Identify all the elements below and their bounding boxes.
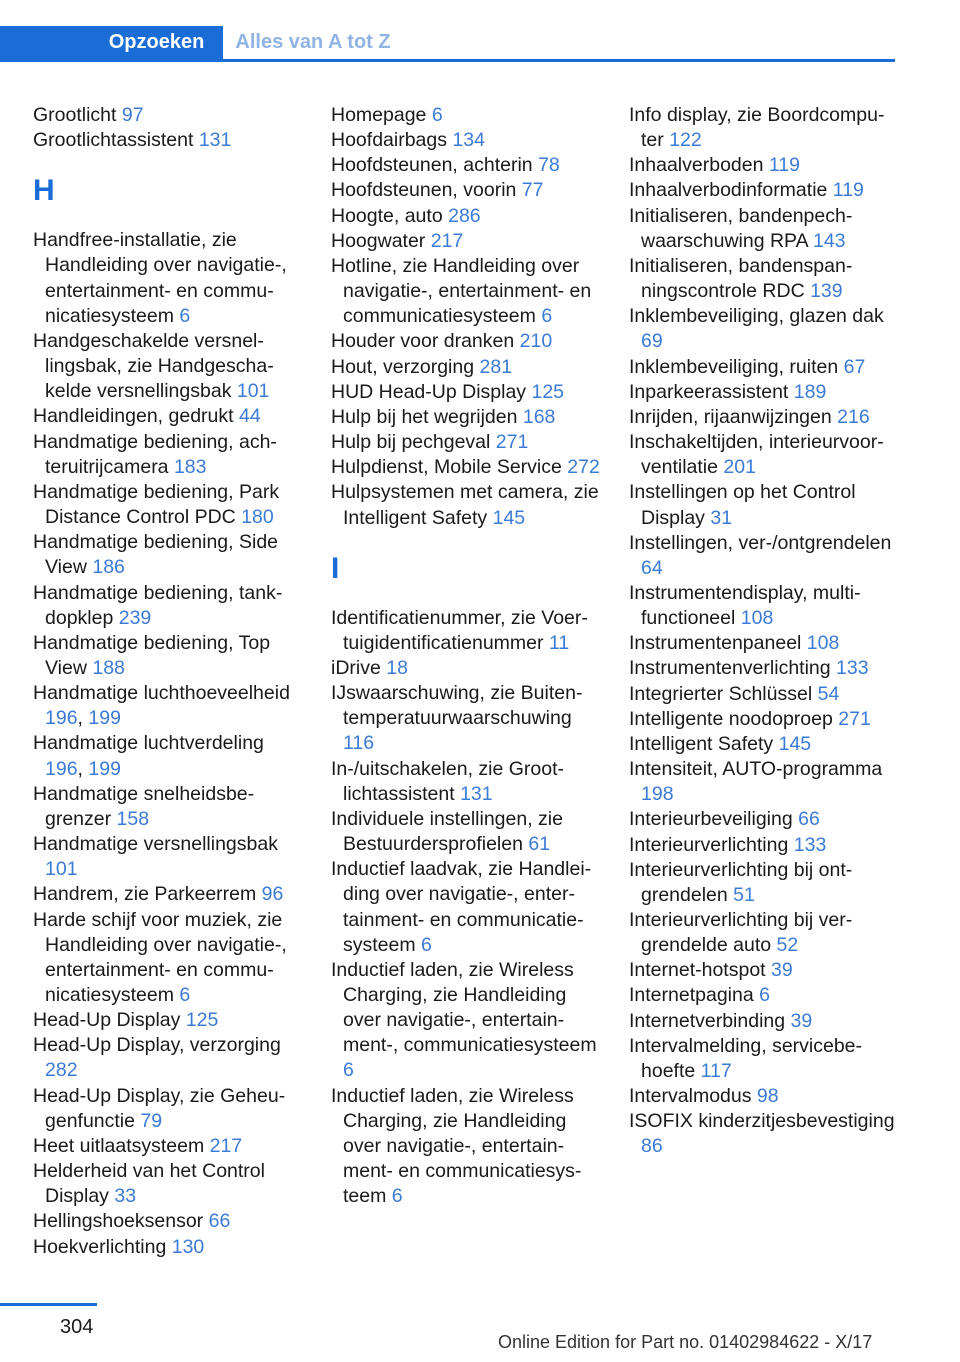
index-entry: [331, 757, 601, 807]
index-entry-text: Head-Up Display, verzorging: [33, 1034, 281, 1057]
index-entry: [331, 1084, 601, 1210]
page-reference-link[interactable]: 216: [837, 405, 870, 428]
page-reference-link[interactable]: 66: [208, 1210, 231, 1233]
index-entry: [629, 304, 899, 354]
index-entry-text: Inductief laden, zie Wireless Charging, zie Handleiding over navigatie-, entertainment- en communicatiesysteem: [331, 1084, 582, 1208]
index-entry-text: Hoofdsteunen, achterin: [331, 154, 539, 177]
index-entry: [33, 329, 303, 404]
index-entry: [629, 1084, 899, 1109]
index-entry: [33, 1084, 303, 1134]
page-reference-link[interactable]: 6: [541, 305, 553, 328]
index-entry: [629, 254, 899, 304]
index-entry-text: ISOFIX kinderzitjesbevestiging: [629, 1110, 895, 1133]
index-entry: [331, 455, 601, 480]
page-reference-link[interactable]: 97: [121, 104, 144, 126]
page-reference-link[interactable]: 272: [567, 456, 600, 479]
page-reference-link[interactable]: 39: [771, 959, 793, 982]
index-entry-text: Handrem, zie Parkeerrem: [33, 883, 262, 906]
page-reference-link[interactable]: 52: [776, 934, 799, 957]
index-entry-text: iDrive: [331, 656, 387, 679]
index-entry-text: Head-Up Display, zie Geheugenfunctie: [33, 1084, 286, 1132]
index-entry: [629, 153, 899, 178]
index-entry: [629, 405, 899, 430]
index-column-2: [331, 103, 601, 1209]
index-entry-text: Intelligent Safety: [629, 732, 779, 755]
index-entry: [629, 204, 899, 254]
page-reference-link[interactable]: 69: [641, 330, 663, 353]
index-entry: [629, 1009, 899, 1034]
index-entry-text: Inrijden, rijaanwijzingen: [629, 405, 838, 428]
index-entry: [331, 857, 601, 958]
index-entry-text: Initialiseren, bandenpechwaarschuwing RPA: [629, 204, 853, 252]
index-entry: [629, 757, 899, 807]
index-entry-text: Handmatige bediening, achteruitrijcamera: [33, 430, 277, 478]
index-entry: [629, 531, 899, 581]
page-reference-link[interactable]: 6: [179, 984, 191, 1006]
page-reference-link[interactable]: 39: [790, 1009, 813, 1032]
index-entry: [629, 983, 899, 1008]
page-reference-link[interactable]: 101: [236, 380, 270, 403]
index-entry-text: Hoofdairbags: [331, 129, 453, 152]
index-entry-text: Hoofdsteunen, voorin: [331, 179, 522, 202]
page-reference-link[interactable]: 11: [548, 631, 570, 654]
page-reference-link[interactable]: 134: [452, 129, 485, 152]
page-reference-link[interactable]: 67: [843, 355, 866, 378]
index-entry: [629, 958, 899, 983]
index-entry-text: Interieurverlichting: [629, 833, 794, 856]
index-column-1: [33, 103, 303, 1260]
index-entry: [629, 682, 899, 707]
index-entry-text: Handmatige snelheidsbegrenzer: [33, 782, 255, 830]
index-entry: [33, 128, 303, 153]
page-reference-link[interactable]: 6: [179, 304, 191, 327]
index-entry-text: Handleidingen, gedrukt: [33, 405, 239, 428]
header-divider: [0, 59, 895, 62]
page-reference-link[interactable]: 117: [700, 1059, 732, 1082]
page-reference-link[interactable]: 6: [431, 104, 443, 126]
page-reference-link[interactable]: 18: [386, 656, 408, 679]
page-reference-link[interactable]: 122: [669, 129, 702, 152]
index-entry-text: Internet-hotspot: [629, 959, 772, 982]
index-entry-text: Inschakeltijden, interieurvoorventilatie: [629, 431, 884, 479]
page-reference-link[interactable]: 286: [448, 204, 481, 227]
index-entry: [33, 581, 303, 631]
tab-alles-van-a-tot-z[interactable]: Alles van A tot Z: [235, 31, 391, 53]
index-entry-text: Inklembeveiliging, ruiten: [629, 355, 844, 378]
index-entry: [331, 480, 601, 530]
page-reference-link[interactable]: 158: [116, 807, 150, 830]
index-entry-text: Identificatienummer, zie Voertuigidentificatienummer: [331, 606, 588, 654]
page-reference-link[interactable]: 78: [538, 154, 560, 177]
page-reference-link[interactable]: 86: [641, 1135, 663, 1158]
page-reference-link[interactable]: 199: [88, 757, 121, 780]
page-reference-link[interactable]: 116: [343, 732, 375, 755]
index-entry-text: Handmatige luchtverdeling: [33, 732, 264, 755]
index-entry-text: Intelligente noodoproep: [629, 707, 839, 730]
index-entry-text: Inparkeerassistent: [629, 380, 794, 403]
index-entry: [629, 656, 899, 681]
index-entry-text: Internetpagina: [629, 984, 760, 1007]
index-entry: [629, 430, 899, 480]
page-reference-link[interactable]: 131: [198, 129, 232, 152]
page-reference-link[interactable]: 271: [838, 707, 871, 730]
page-reference-link[interactable]: 77: [521, 179, 544, 202]
index-entry: [629, 355, 899, 380]
index-entry: [629, 732, 899, 757]
index-entry-text: Intervalmodus: [629, 1085, 757, 1108]
footer-edition: Online Edition for Part no. 01402984622 - X/17: [498, 1332, 873, 1352]
index-entry: [33, 882, 303, 907]
index-entry: [33, 908, 303, 1009]
index-entry: [331, 329, 601, 354]
index-entry: [629, 631, 899, 656]
index-entry-text: Intensiteit, AUTO-programma: [629, 758, 883, 781]
index-entry-text: Hellingshoeksensor: [33, 1210, 209, 1233]
index-letter-heading: I: [331, 551, 340, 585]
index-entry-text: Interieurverlichting bij vergrendelde auto: [629, 909, 853, 957]
page-reference-link[interactable]: 33: [114, 1185, 137, 1208]
index-entry: [33, 832, 303, 882]
index-entry-text: Grootlicht: [33, 104, 122, 126]
index-entry-text: Harde schijf voor muziek, zie Handleiding over navigatie-, entertainment- en communicatiesysteem: [33, 908, 287, 1006]
page-reference-link[interactable]: 96: [261, 883, 284, 906]
page-reference-link[interactable]: 217: [430, 229, 464, 252]
index-entry: [629, 1034, 899, 1084]
index-entry-text: Integrierter Schlüssel: [629, 682, 818, 705]
index-entry-text: Individuele instellingen, zie Bestuurdersprofielen: [331, 807, 563, 856]
page-reference-link[interactable]: 133: [793, 833, 827, 856]
index-entry: [331, 380, 601, 405]
page-reference-link[interactable]: 143: [812, 229, 846, 252]
index-entry: [629, 1109, 899, 1159]
index-entry: [33, 1033, 303, 1083]
page-reference-link[interactable]: 180: [241, 506, 274, 529]
index-entry-text: Houder voor dranken: [331, 330, 520, 353]
index-entry-text: IJswaarschuwing, zie Buitentemperatuurwaarschuwing: [331, 682, 583, 730]
index-entry-text: Hulp bij het wegrijden: [331, 405, 523, 428]
page-reference-link[interactable]: 131: [460, 782, 493, 805]
page-reference-link[interactable]: 133: [836, 657, 869, 680]
index-entry-text: Hulpdienst, Mobile Service: [331, 456, 568, 479]
tab-opzoeken[interactable]: Opzoeken: [0, 26, 223, 59]
index-entry: [331, 103, 601, 128]
index-entry-text: Instrumentenpaneel: [629, 632, 807, 655]
index-entry-text: Handfree-installatie, zie Handleiding over navigatie-, entertainment- en communicatiesysteem: [33, 229, 287, 327]
index-entry-text: In-/uitschakelen, zie Grootlichtassistent: [331, 757, 565, 805]
index-entry: [331, 606, 601, 656]
index-entry: [629, 380, 899, 405]
page-reference-link[interactable]: 189: [793, 380, 827, 403]
index-entry: [33, 103, 303, 128]
index-entry-text: Hoogwater: [331, 229, 431, 252]
index-entry-text: Instrumentenverlichting: [629, 657, 837, 680]
index-entry-text: Hulp bij pechgeval: [331, 431, 496, 454]
page-reference-link[interactable]: 145: [492, 506, 526, 529]
index-entry-text: Inhaalverbodinformatie: [629, 179, 833, 202]
index-entry-text: Helderheid van het Control Display: [33, 1160, 265, 1208]
page-reference-link[interactable]: 51: [733, 883, 755, 906]
index-entry: [331, 430, 601, 455]
page-reference-link[interactable]: 201: [723, 456, 756, 479]
index-entry: [629, 103, 899, 153]
index-entry: [33, 1159, 303, 1209]
index-entry: [33, 1008, 303, 1033]
page-reference-link[interactable]: 198: [641, 783, 674, 806]
index-entry: [629, 833, 899, 858]
page-reference-link[interactable]: 130: [171, 1235, 205, 1258]
page-reference-link[interactable]: 271: [495, 431, 529, 454]
page-reference-link[interactable]: 188: [92, 656, 125, 679]
index-entry: [331, 178, 601, 203]
index-entry: [331, 153, 601, 178]
index-entry: [331, 807, 601, 857]
index-entry: [33, 430, 303, 480]
page-number: 304: [60, 1316, 94, 1338]
page-reference-link[interactable]: 108: [806, 632, 840, 655]
page-reference-link[interactable]: 108: [740, 607, 774, 630]
index-entry-text: Info display, zie Boordcomputer: [629, 104, 885, 152]
page-reference-link[interactable]: 125: [185, 1009, 219, 1032]
index-entry: [33, 480, 303, 530]
page-reference-link[interactable]: 196: [45, 757, 78, 780]
index-entry-text: Handmatige bediening, tankdopklep: [33, 581, 283, 629]
page-reference-link[interactable]: 125: [531, 380, 565, 403]
index-entry-text: Intervalmelding, servicebehoefte: [629, 1034, 863, 1082]
page-reference-link[interactable]: 61: [528, 833, 551, 856]
page-reference-link[interactable]: 44: [238, 405, 261, 428]
page-reference-link[interactable]: 145: [778, 732, 812, 755]
index-entry: [33, 1134, 303, 1159]
page-reference-link[interactable]: 98: [756, 1085, 779, 1108]
index-entry-text: Hoogte, auto: [331, 204, 449, 227]
page-reference-link[interactable]: 281: [479, 355, 513, 378]
index-entry-text: Grootlichtassistent: [33, 129, 199, 152]
index-entry-text: Hotline, zie Handleiding over navigatie-, entertainment- en communicatiesysteem: [331, 254, 592, 328]
index-entry: [33, 631, 303, 681]
index-entry-text: Instellingen, ver-/ontgrendelen: [629, 531, 892, 554]
index-entry: [629, 858, 899, 908]
index-entry-text: Interieurbeveiliging: [629, 808, 799, 831]
index-entry-text: Instrumentendisplay, multifunctioneel: [629, 581, 861, 630]
index-column-3: [629, 103, 899, 1160]
page-reference-link[interactable]: 79: [140, 1109, 163, 1132]
index-entry: [33, 1235, 303, 1260]
page-reference-link[interactable]: 6: [421, 933, 432, 956]
page-reference-link[interactable]: 119: [832, 179, 864, 202]
index-entry: [33, 228, 303, 329]
index-entry-text: Handgeschakelde versnellingsbak, zie Handgeschakelde versnellingsbak: [33, 329, 274, 403]
page-reference-link[interactable]: 139: [810, 280, 843, 303]
page-reference-link[interactable]: 54: [817, 682, 840, 705]
index-entry: [331, 958, 601, 1084]
page-reference-link[interactable]: 119: [768, 154, 800, 177]
index-entry-text: Heet uitlaatsysteem: [33, 1134, 210, 1157]
page-reference-link[interactable]: 217: [209, 1134, 243, 1157]
index-entry: [331, 405, 601, 430]
index-entry-text: Inhaalverboden: [629, 154, 769, 177]
index-entry-text: Hulpsystemen met camera, zie Intelligent Safety: [331, 481, 599, 529]
index-entry: [331, 254, 601, 329]
index-entry: Handmatige luchthoeveelheid 196, 199: [33, 682, 290, 730]
index-entry-text: Handmatige bediening, Park Distance Control PDC: [33, 480, 280, 529]
index-entry: [331, 204, 601, 229]
index-entry-text: Homepage: [331, 104, 432, 126]
index-entry: [33, 404, 303, 429]
index-entry-text: Interieurverlichting bij ontgrendelen: [629, 858, 853, 906]
index-entry: [629, 807, 899, 832]
page-reference-link[interactable]: 6: [343, 1059, 354, 1082]
page-reference-link[interactable]: 31: [710, 506, 733, 529]
page-reference-link[interactable]: 6: [391, 1185, 403, 1208]
page-reference-link[interactable]: 210: [519, 330, 553, 353]
index-entry-text: Head-Up Display: [33, 1009, 186, 1032]
index-entry: [331, 128, 601, 153]
index-entry-text: Instellingen op het Control Display: [629, 481, 856, 529]
index-entry: [629, 480, 899, 530]
index-entry-text: Initialiseren, bandenspanningscontrole RDC: [629, 254, 853, 303]
page-reference-link[interactable]: 282: [45, 1059, 78, 1082]
index-letter-heading: H: [33, 174, 55, 208]
page-reference-link[interactable]: 101: [45, 858, 78, 881]
page-reference-link[interactable]: 199: [88, 707, 121, 730]
index-entry-text: Inklembeveiliging, glazen dak: [629, 305, 884, 328]
footer-divider: [0, 1303, 97, 1306]
index-entry: [331, 681, 601, 756]
index-entry-text: Inductief laadvak, zie Handleiding over navigatie-, entertainment- en communicatiesysteem: [331, 858, 592, 956]
index-entry-text: HUD Head-Up Display: [331, 380, 532, 403]
index-entry-text: Internetverbinding: [629, 1009, 791, 1032]
index-entry-text: Handmatige bediening, Side View: [33, 531, 279, 579]
index-entry-text: Inductief laden, zie Wireless Charging, zie Handleiding over navigatie-, entertainment-, communicatiesysteem: [331, 958, 597, 1057]
index-entry-text: Hout, verzorging: [331, 355, 480, 378]
index-entry: [331, 229, 601, 254]
index-entry: [629, 178, 899, 203]
index-entry: [331, 656, 601, 681]
index-entry: [33, 1209, 303, 1234]
page-reference-link[interactable]: 186: [92, 556, 125, 579]
index-entry: [629, 581, 899, 631]
index-entry: [33, 530, 303, 580]
header-tabs: [0, 26, 895, 62]
index-entry-text: Handmatige versnellingsbak: [33, 833, 278, 856]
index-entry-text: Hoekverlichting: [33, 1235, 172, 1258]
page-reference-link[interactable]: 168: [522, 405, 556, 428]
page-reference-link[interactable]: 183: [173, 455, 207, 478]
page-reference-link[interactable]: 66: [798, 808, 820, 831]
page-reference-link[interactable]: 196: [45, 707, 78, 730]
index-entry: Handmatige luchtverdeling 196, 199: [33, 732, 264, 780]
index-entry: [331, 355, 601, 380]
page-reference-link[interactable]: 64: [641, 556, 663, 579]
index-entry-text: Handmatige bediening, Top View: [33, 631, 271, 679]
page-reference-link[interactable]: 6: [759, 984, 770, 1007]
page-reference-link[interactable]: 239: [118, 606, 152, 629]
index-entry-text: Handmatige luchthoeveelheid: [33, 682, 290, 705]
index-entry: [33, 782, 303, 832]
index-entry: [629, 707, 899, 732]
index-entry: [629, 908, 899, 958]
